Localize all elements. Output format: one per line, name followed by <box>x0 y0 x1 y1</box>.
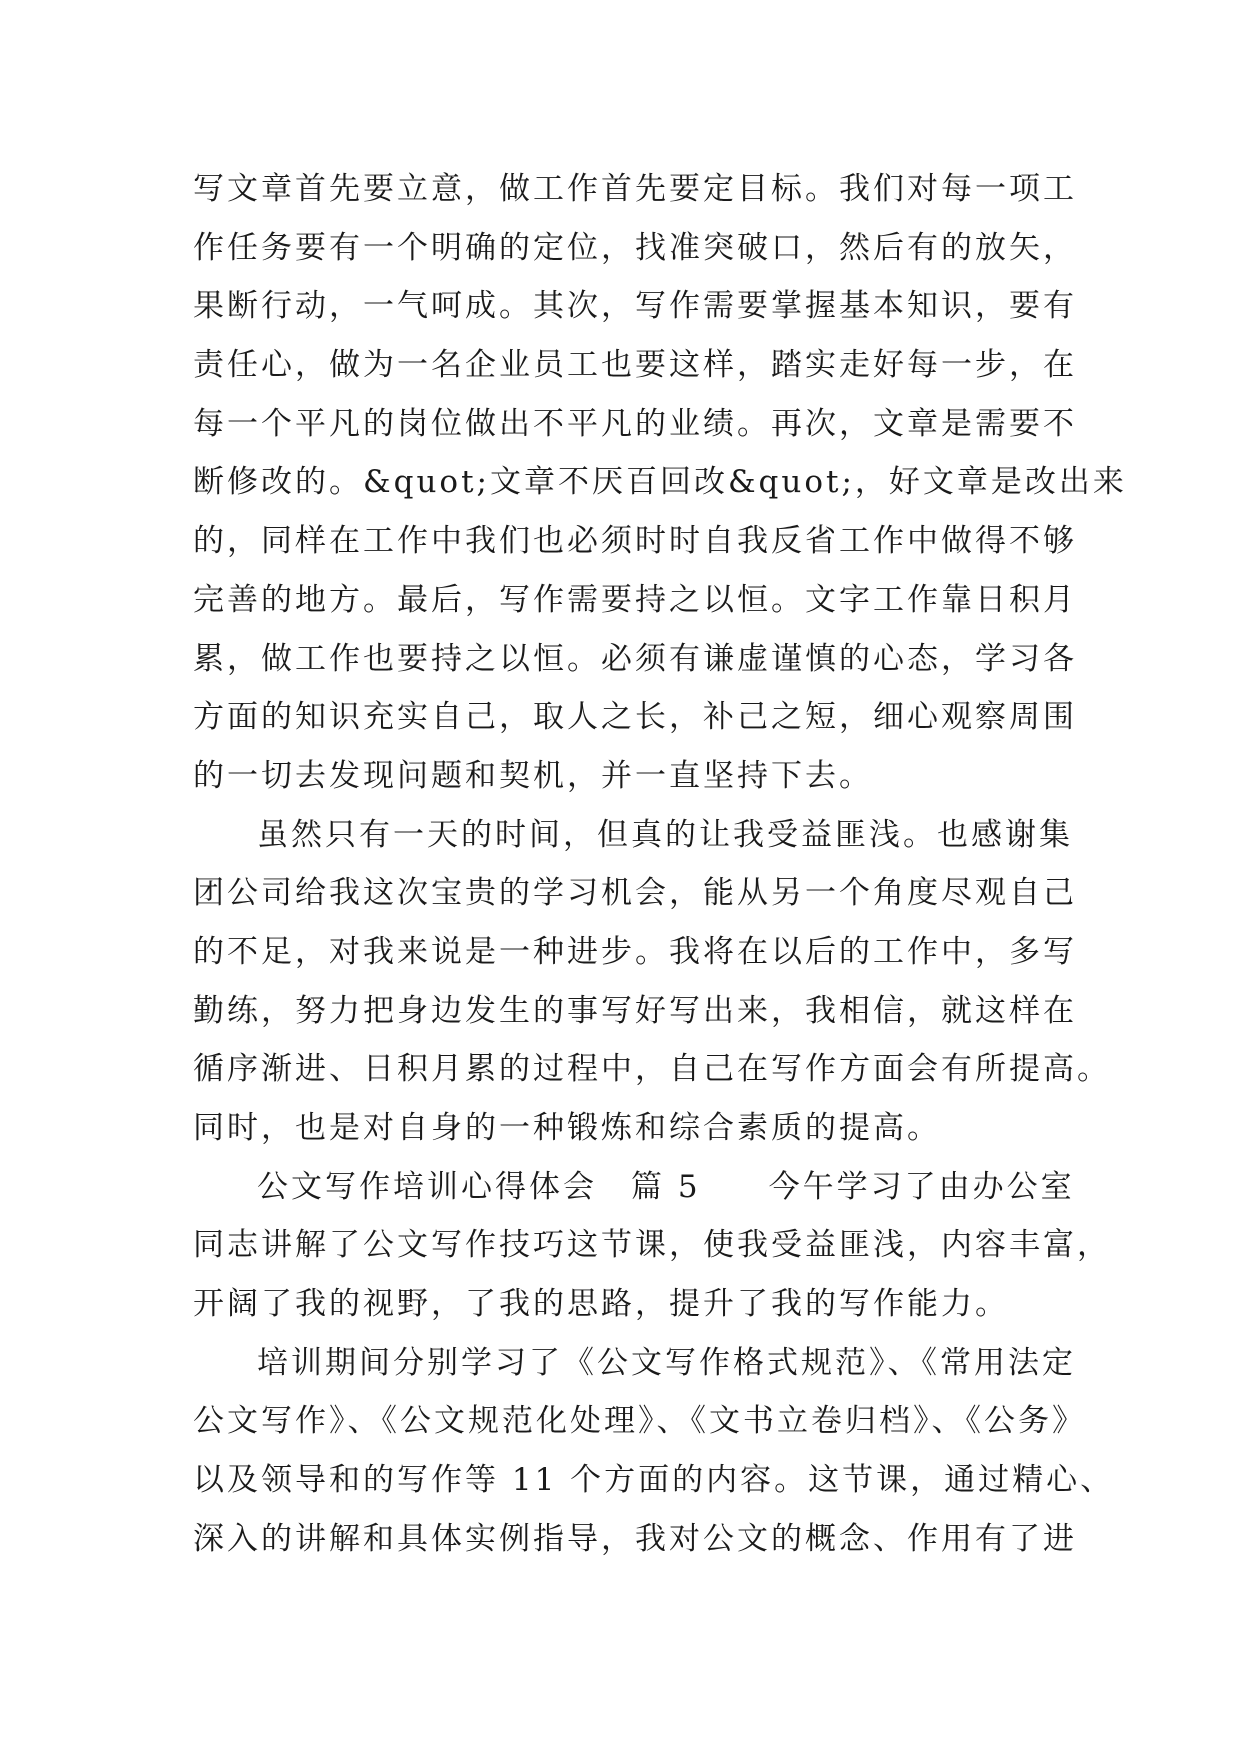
text-line: 的不足，对我来说是一种进步。我将在以后的工作中，多写 <box>193 933 1077 970</box>
paragraph-4 <box>193 1334 1115 1569</box>
text-line: 每一个平凡的岗位做出不平凡的业绩。再次，文章是需要不 <box>193 405 1077 442</box>
text-line: 作任务要有一个明确的定位，找准突破口，然后有的放矢， <box>193 229 1077 266</box>
text-line: 以及领导和的写作等 11 个方面的内容。这节课，通过精心、 <box>193 1462 1115 1499</box>
text-line: 开阔了我的视野，了我的思路，提升了我的写作能力。 <box>193 1286 1009 1323</box>
text-line: 方面的知识充实自己，取人之长，补己之短，细心观察周围 <box>193 699 1077 736</box>
text-line: 的，同样在工作中我们也必须时时自我反省工作中做得不够 <box>193 523 1077 560</box>
document-body <box>193 160 1127 1569</box>
text-line: 写文章首先要立意，做工作首先要定目标。我们对每一项工 <box>193 171 1077 207</box>
text-line: 断修改的。&quot;文章不厌百回改&quot;，好文章是改出来 <box>193 464 1127 501</box>
text-line: 同志讲解了公文写作技巧这节课，使我受益匪浅，内容丰富， <box>193 1227 1111 1264</box>
text-line: 累，做工作也要持之以恒。必须有谦虚谨慎的心态，学习各 <box>193 640 1077 677</box>
paragraph-1 <box>193 160 1127 806</box>
text-line: 果断行动，一气呵成。其次，写作需要掌握基本知识，要有 <box>193 288 1077 325</box>
text-line: 责任心，做为一名企业员工也要这样，踏实走好每一步，在 <box>193 347 1077 384</box>
text-line: 公文写作》、《公文规范化处理》、《文书立卷归档》、《公务》 <box>193 1403 1086 1440</box>
text-line: 同时，也是对自身的一种锻炼和综合素质的提高。 <box>193 1110 941 1146</box>
text-line: 完善的地方。最后，写作需要持之以恒。文字工作靠日积月 <box>193 581 1077 618</box>
text-line: 深入的讲解和具体实例指导，我对公文的概念、作用有了进 <box>193 1520 1077 1557</box>
text-line: 循序渐进、日积月累的过程中，自己在写作方面会有所提高。 <box>193 1051 1111 1088</box>
text-line: 培训期间分别学习了《公文写作格式规范》、《常用法定 <box>257 1344 1076 1381</box>
paragraph-3 <box>193 1158 1111 1334</box>
paragraph-2 <box>193 806 1111 1158</box>
text-line: 勤练，努力把身边发生的事写好写出来，我相信，就这样在 <box>193 992 1077 1029</box>
text-line: 虽然只有一天的时间，但真的让我受益匪浅。也感谢集 <box>257 816 1073 853</box>
text-line: 团公司给我这次宝贵的学习机会，能从另一个角度尽观自己 <box>193 875 1077 912</box>
section-heading-line: 公文写作培训心得体会 篇 5 今午学习了由办公室 <box>257 1168 1075 1205</box>
text-line: 的一切去发现问题和契机，并一直坚持下去。 <box>193 757 873 794</box>
